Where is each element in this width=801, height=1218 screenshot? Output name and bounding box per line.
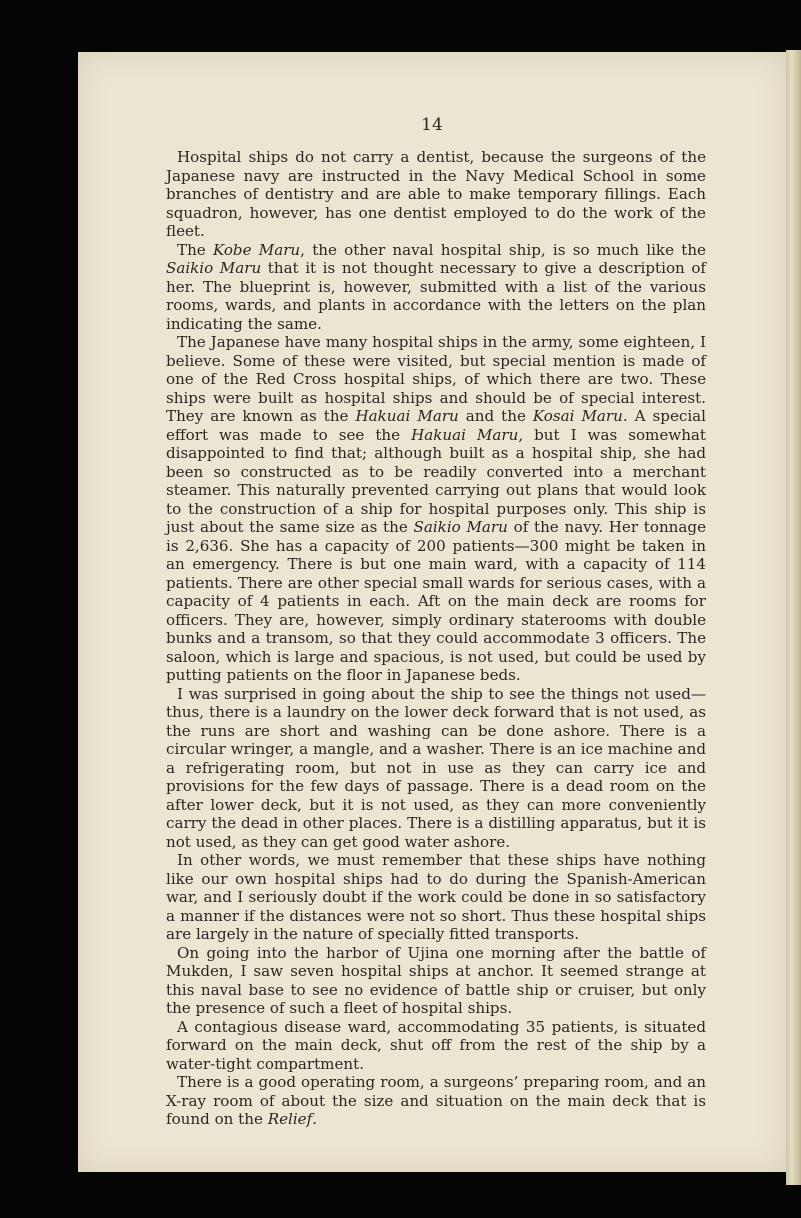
text-run: The Japanese have many hospital ships in the army, some eighteen, I believe. Some of these were visited, but special mention is made of one of the Red Cross hospital ships, of which there are two. These ships were built as hospital ships and should be of special interest. They are known as the xyxy=(166,333,706,425)
book-page-edge xyxy=(786,50,801,1185)
text-run: In other words, we must remember that these ships have nothing like our own hospital ships had to do during the Spanish-American war, and I seriously doubt if the work could be done in so satisfactory a manner if the distances were not so short. Thus these hospital ships are largely in the nature of specially fitted transports. xyxy=(166,851,706,943)
body-text xyxy=(166,148,706,1129)
paragraph xyxy=(166,1018,706,1074)
paragraph xyxy=(166,333,706,685)
ship-name-italic: Kobe Maru xyxy=(212,240,301,259)
text-run: , the other naval hospital ship, is so much like the xyxy=(300,240,706,259)
ship-name-italic: Relief xyxy=(267,1110,313,1128)
text-run: There is a good operating room, a surgeons’ preparing room, and an X-ray room of about the size and situation on the main deck that is found on the xyxy=(166,1073,706,1128)
text-run: On going into the harbor of Ujina one morning after the battle of Mukden, I saw seven hospital ships at anchor. It seemed strange at this naval base to see no evidence of battle ship or cruiser, but only the presence of such a fleet of hospital ships. xyxy=(166,943,706,1017)
text-run: . A special effort was made to see the xyxy=(166,407,707,444)
paragraph xyxy=(166,1073,706,1129)
ship-name-italic: Saikio Maru xyxy=(413,518,508,536)
paragraph xyxy=(166,241,706,334)
ship-name-italic: Kosai Maru xyxy=(532,407,623,425)
paragraph xyxy=(166,851,706,944)
text-run: A contagious disease ward, accommodating 35 patients, is situated forward on the main deck, shut off from the rest of the ship by a water-tight compartment. xyxy=(166,1017,706,1073)
text-run: . xyxy=(312,1110,317,1128)
text-run: , but I was somewhat disappointed to find that; although built as a hospital ship, she had been so constructed as to be readily converted into a merchant steamer. This naturally prevented carrying out plans that would look to the construction of a ship for hospital purposes only. This ship is just about the same size as the xyxy=(166,425,706,536)
ship-name-italic: Hakuai Maru xyxy=(411,425,519,444)
text-run: Hospital ships do not carry a dentist, because the surgeons of the Japanese navy are instructed in the Navy Medical School in some branches of dentistry and are able to make temporary fillings. Each squadron, however, has one dentist employed to do the work of the fleet. xyxy=(166,148,706,240)
ship-name-italic: Saikio Maru xyxy=(166,259,262,277)
text-run: that it is not thought necessary to give a description of her. The blueprint is, however, submitted with a list of the various rooms, wards, and plants in accordance with the letters on the plan indicating the same. xyxy=(166,259,706,333)
paragraph xyxy=(166,685,706,852)
text-run: I was surprised in going about the ship to see the things not used—thus, there is a laundry on the lower deck forward that is not used, as the runs are short and washing can be done ashore. There is a circular wringer, a mangle, and a washer. There is an ice machine and a refrigerating room, but not in use as they can carry ice and provisions for the few days of passage. There is a dead room on the after lower deck, but it is not used, as they can more conveniently carry the dead in other places. There is a distilling apparatus, but it is not used, as they can get good water ashore. xyxy=(166,684,706,851)
text-run: The xyxy=(177,240,213,259)
text-run: of the navy. Her tonnage is 2,636. She has a capacity of 200 patients—300 might be taken in an emergency. There is but one main ward, with a capacity of 114 patients. There are other special small wards for serious cases, with a capacity of 4 patients in each. Aft on the main deck are rooms for officers. They are, however, simply ordinary staterooms with double bunks and a transom, so that they could accommodate 3 officers. The saloon, which is large and spacious, is not used, but could be used by putting patients on the floor in Japanese beds. xyxy=(166,518,706,684)
paragraph xyxy=(166,148,706,241)
ship-name-italic: Hakuai Maru xyxy=(355,407,459,425)
paragraph xyxy=(166,944,706,1018)
page-number: 14 xyxy=(421,115,443,135)
book-page xyxy=(78,52,786,1172)
text-run: and the xyxy=(458,407,533,425)
